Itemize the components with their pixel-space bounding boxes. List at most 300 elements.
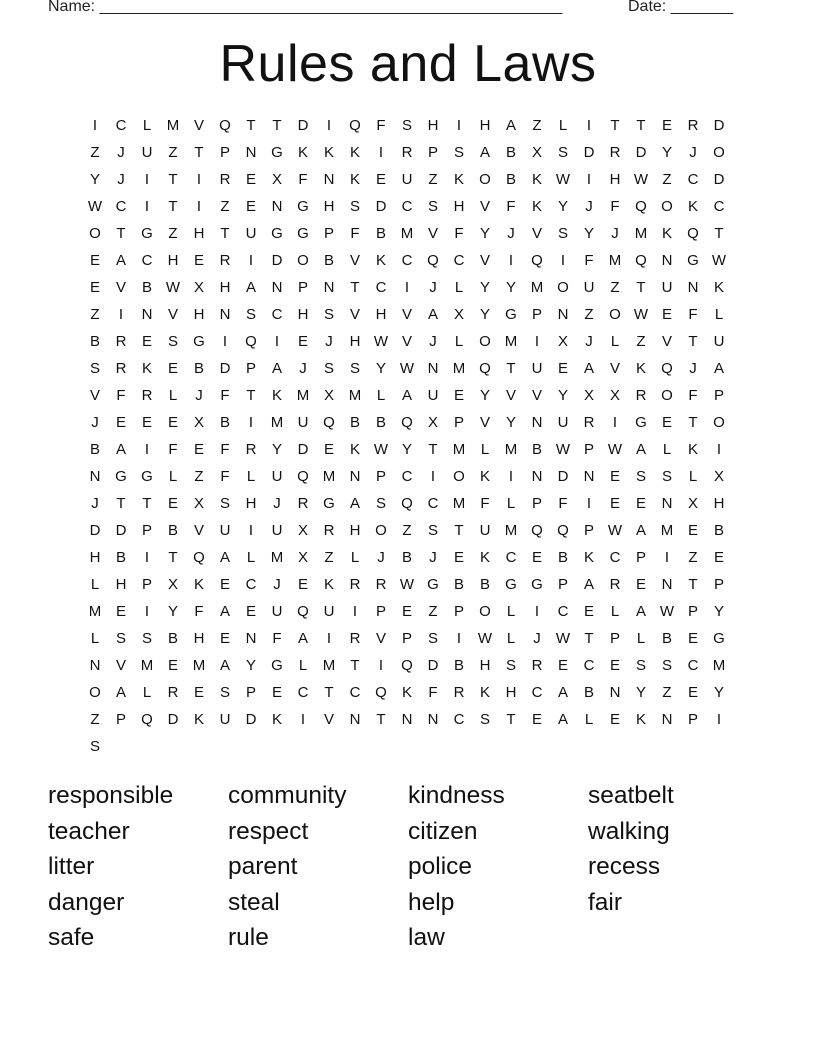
grid-letter: M: [400, 225, 414, 242]
grid-letter: Z: [90, 306, 100, 323]
grid-letter: L: [454, 279, 464, 296]
grid-letter: N: [271, 279, 283, 296]
grid-letter: T: [168, 549, 178, 566]
grid-letter: O: [557, 279, 569, 296]
grid-letter: A: [583, 576, 594, 593]
grid-letter: N: [349, 711, 361, 728]
grid-letter: O: [609, 306, 621, 323]
grid-letter: O: [297, 252, 309, 269]
grid-letter: I: [534, 603, 540, 620]
grid-letter: L: [142, 117, 152, 134]
grid-letter: V: [167, 306, 178, 323]
grid-letter: D: [635, 144, 647, 161]
grid-letter: P: [245, 360, 256, 377]
grid-letter: O: [89, 684, 101, 701]
grid-letter: L: [90, 630, 100, 647]
grid-letter: N: [687, 279, 699, 296]
grid-letter: E: [453, 387, 464, 404]
grid-letter: E: [219, 576, 230, 593]
grid-letter: U: [245, 225, 257, 242]
grid-letter: U: [219, 522, 231, 539]
grid-letter: H: [297, 306, 309, 323]
grid-letter: P: [115, 711, 126, 728]
grid-letter: A: [479, 144, 490, 161]
grid-letter: I: [508, 468, 514, 485]
word-bank-item: respect: [228, 817, 309, 845]
grid-letter: Y: [375, 360, 386, 377]
grid-letter: Q: [219, 117, 231, 134]
grid-letter: T: [324, 684, 334, 701]
grid-letter: U: [297, 414, 309, 431]
grid-letter: S: [349, 360, 360, 377]
grid-letter: H: [193, 225, 205, 242]
grid-letter: A: [271, 360, 282, 377]
grid-letter: L: [662, 441, 672, 458]
grid-letter: Q: [375, 684, 387, 701]
grid-letter: M: [270, 414, 284, 431]
grid-letter: A: [635, 522, 646, 539]
grid-letter: S: [427, 630, 438, 647]
grid-letter: Q: [531, 252, 543, 269]
grid-letter: S: [427, 198, 438, 215]
grid-letter: P: [453, 414, 464, 431]
grid-letter: S: [89, 738, 100, 755]
grid-letter: D: [297, 441, 309, 458]
grid-letter: W: [399, 576, 415, 593]
grid-letter: B: [167, 522, 178, 539]
grid-letter: M: [712, 657, 726, 674]
grid-letter: Z: [324, 549, 334, 566]
grid-letter: Y: [479, 306, 490, 323]
grid-letter: T: [142, 495, 152, 512]
grid-letter: J: [299, 360, 307, 377]
grid-letter: Z: [428, 603, 438, 620]
grid-letter: B: [505, 144, 516, 161]
grid-letter: R: [115, 333, 127, 350]
grid-letter: X: [297, 522, 308, 539]
grid-letter: P: [141, 522, 152, 539]
grid-letter: V: [479, 414, 490, 431]
grid-letter: H: [479, 657, 491, 674]
grid-letter: I: [144, 441, 150, 458]
grid-letter: X: [609, 387, 620, 404]
grid-letter: A: [505, 117, 516, 134]
grid-letter: R: [349, 576, 361, 593]
grid-letter: V: [401, 333, 412, 350]
grid-letter: Y: [635, 684, 646, 701]
grid-letter: M: [322, 468, 336, 485]
grid-letter: P: [141, 576, 152, 593]
grid-letter: A: [115, 441, 126, 458]
grid-letter: P: [713, 387, 724, 404]
grid-letter: K: [141, 360, 152, 377]
grid-letter: U: [271, 522, 283, 539]
grid-letter: I: [508, 252, 514, 269]
grid-letter: Y: [557, 387, 568, 404]
grid-letter: H: [193, 630, 205, 647]
grid-letter: Z: [688, 549, 698, 566]
grid-letter: I: [560, 252, 566, 269]
grid-letter: L: [376, 387, 386, 404]
grid-letter: S: [167, 333, 178, 350]
grid-letter: I: [378, 657, 384, 674]
grid-letter: L: [610, 333, 620, 350]
grid-letter: F: [194, 603, 204, 620]
grid-letter: M: [504, 441, 518, 458]
grid-letter: U: [141, 144, 153, 161]
grid-letter: D: [583, 144, 595, 161]
grid-letter: L: [480, 441, 490, 458]
grid-letter: E: [245, 603, 256, 620]
grid-letter: Y: [557, 198, 568, 215]
grid-letter: C: [687, 171, 699, 188]
grid-letter: S: [349, 198, 360, 215]
grid-letter: D: [271, 252, 283, 269]
grid-letter: I: [248, 252, 254, 269]
grid-letter: K: [531, 171, 542, 188]
grid-letter: P: [427, 144, 438, 161]
grid-letter: D: [115, 522, 127, 539]
grid-letter: Z: [662, 171, 672, 188]
grid-letter: N: [427, 360, 439, 377]
grid-letter: D: [297, 117, 309, 134]
word-bank-item: police: [408, 853, 473, 880]
grid-letter: O: [661, 198, 673, 215]
grid-letter: P: [297, 279, 308, 296]
grid-letter: Y: [661, 144, 672, 161]
grid-letter: I: [222, 333, 228, 350]
grid-letter: P: [583, 441, 594, 458]
grid-letter: N: [323, 171, 335, 188]
word-bank-item: teacher: [48, 817, 130, 845]
grid-letter: K: [713, 279, 724, 296]
grid-letter: S: [505, 657, 516, 674]
grid-letter: T: [610, 117, 620, 134]
grid-letter: L: [168, 468, 178, 485]
grid-letter: V: [349, 252, 360, 269]
word-bank-item: citizen: [408, 817, 478, 845]
grid-letter: T: [636, 279, 646, 296]
grid-letter: W: [555, 630, 571, 647]
grid-letter: B: [531, 441, 542, 458]
grid-letter: T: [246, 387, 256, 404]
grid-letter: S: [401, 117, 412, 134]
grid-letter: G: [531, 576, 543, 593]
grid-letter: J: [429, 279, 437, 296]
grid-letter: S: [661, 657, 672, 674]
grid-letter: G: [297, 225, 309, 242]
grid-letter: Z: [402, 522, 412, 539]
grid-letter: H: [193, 306, 205, 323]
grid-letter: B: [167, 630, 178, 647]
grid-letter: H: [375, 306, 387, 323]
grid-letter: M: [296, 387, 310, 404]
grid-letter: T: [350, 657, 360, 674]
grid-letter: F: [610, 198, 620, 215]
grid-letter: O: [479, 603, 491, 620]
grid-letter: F: [168, 441, 178, 458]
grid-letter: M: [322, 657, 336, 674]
grid-letter: N: [427, 711, 439, 728]
grid-letter: X: [167, 576, 178, 593]
grid-letter: N: [661, 495, 673, 512]
grid-letter: T: [220, 225, 230, 242]
grid-letter: M: [348, 387, 362, 404]
grid-letter: N: [661, 576, 673, 593]
grid-letter: E: [661, 414, 672, 431]
grid-letter: E: [609, 657, 620, 674]
grid-letter: Y: [505, 414, 516, 431]
grid-letter: F: [428, 684, 438, 701]
grid-letter: C: [245, 576, 257, 593]
grid-letter: D: [219, 360, 231, 377]
grid-letter: X: [297, 549, 308, 566]
grid-letter: E: [115, 414, 126, 431]
grid-letter: Z: [90, 144, 100, 161]
grid-letter: M: [504, 522, 518, 539]
grid-letter: P: [635, 549, 646, 566]
grid-letter: J: [689, 360, 697, 377]
grid-letter: Q: [635, 198, 647, 215]
grid-letter: M: [660, 522, 674, 539]
grid-letter: Z: [610, 279, 620, 296]
header-line: [48, 0, 756, 16]
grid-letter: Y: [713, 603, 724, 620]
grid-letter: D: [375, 198, 387, 215]
grid-letter: T: [506, 711, 516, 728]
grid-letter: V: [115, 657, 126, 674]
grid-letter: U: [583, 279, 595, 296]
grid-letter: O: [479, 171, 491, 188]
grid-letter: J: [429, 549, 437, 566]
word-bank-item: responsible: [48, 782, 174, 809]
grid-letter: T: [168, 198, 178, 215]
grid-letter: H: [427, 117, 439, 134]
grid-letter: P: [531, 495, 542, 512]
grid-letter: L: [350, 549, 360, 566]
grid-letter: F: [688, 387, 698, 404]
grid-letter: K: [479, 549, 490, 566]
grid-letter: A: [401, 387, 412, 404]
grid-letter: E: [531, 711, 542, 728]
grid-letter: K: [323, 144, 334, 161]
date-field-label: Date: _______: [628, 0, 733, 15]
grid-letter: I: [456, 630, 462, 647]
grid-letter: E: [609, 468, 620, 485]
grid-letter: Z: [532, 117, 542, 134]
grid-letter: L: [506, 630, 516, 647]
grid-letter: E: [167, 414, 178, 431]
grid-letter: O: [479, 333, 491, 350]
grid-letter: J: [325, 333, 333, 350]
grid-letter: Z: [168, 225, 178, 242]
grid-letter: S: [245, 306, 256, 323]
grid-letter: E: [193, 684, 204, 701]
grid-letter: S: [557, 144, 568, 161]
grid-letter: X: [583, 387, 594, 404]
grid-letter: X: [323, 387, 334, 404]
grid-letter: E: [635, 576, 646, 593]
word-bank-item: parent: [228, 853, 298, 880]
grid-letter: E: [219, 630, 230, 647]
grid-letter: S: [323, 306, 334, 323]
grid-letter: A: [115, 684, 126, 701]
grid-letter: C: [453, 711, 465, 728]
grid-letter: K: [271, 387, 282, 404]
grid-letter: Q: [427, 252, 439, 269]
grid-letter: M: [270, 549, 284, 566]
grid-letter: F: [376, 117, 386, 134]
grid-letter: Q: [401, 414, 413, 431]
grid-letter: I: [664, 549, 670, 566]
grid-letter: P: [401, 630, 412, 647]
grid-letter: A: [297, 630, 308, 647]
grid-letter: X: [271, 171, 282, 188]
grid-letter: V: [427, 225, 438, 242]
grid-letter: P: [557, 576, 568, 593]
grid-letter: S: [219, 684, 230, 701]
grid-letter: Q: [141, 711, 153, 728]
grid-letter: W: [555, 171, 571, 188]
grid-letter: K: [193, 576, 204, 593]
grid-letter: S: [661, 468, 672, 485]
grid-letter: M: [608, 252, 622, 269]
word-bank-item: community: [228, 782, 347, 809]
grid-letter: I: [118, 306, 124, 323]
grid-letter: H: [115, 576, 127, 593]
grid-letter: H: [505, 684, 517, 701]
grid-letter: H: [323, 198, 335, 215]
grid-letter: C: [401, 198, 413, 215]
grid-letter: G: [115, 468, 127, 485]
word-bank-item: recess: [588, 853, 661, 880]
grid-letter: X: [557, 333, 568, 350]
grid-letter: T: [688, 414, 698, 431]
grid-letter: E: [323, 441, 334, 458]
grid-letter: B: [453, 576, 464, 593]
grid-letter: J: [507, 225, 515, 242]
grid-letter: D: [713, 117, 725, 134]
grid-letter: X: [193, 279, 204, 296]
grid-letter: N: [583, 468, 595, 485]
grid-letter: N: [219, 306, 231, 323]
grid-letter: V: [115, 279, 126, 296]
grid-letter: J: [585, 333, 593, 350]
grid-letter: W: [87, 198, 103, 215]
grid-letter: N: [557, 306, 569, 323]
grid-letter: E: [375, 171, 386, 188]
grid-letter: C: [141, 252, 153, 269]
grid-letter: L: [246, 549, 256, 566]
grid-letter: S: [479, 711, 490, 728]
grid-letter: I: [456, 117, 462, 134]
grid-letter: H: [453, 198, 465, 215]
grid-letter: G: [323, 495, 335, 512]
grid-letter: K: [583, 549, 594, 566]
grid-letter: T: [272, 117, 282, 134]
grid-letter: N: [89, 657, 101, 674]
grid-letter: I: [248, 414, 254, 431]
grid-letter: C: [297, 684, 309, 701]
grid-letter: T: [194, 144, 204, 161]
grid-letter: I: [612, 414, 618, 431]
grid-letter: X: [531, 144, 542, 161]
grid-letter: T: [350, 279, 360, 296]
grid-letter: A: [713, 360, 724, 377]
grid-letter: O: [453, 468, 465, 485]
grid-letter: M: [530, 279, 544, 296]
grid-letter: Q: [557, 522, 569, 539]
grid-letter: A: [115, 252, 126, 269]
grid-letter: R: [687, 117, 699, 134]
grid-letter: X: [713, 468, 724, 485]
grid-letter: A: [635, 603, 646, 620]
grid-letter: W: [373, 441, 389, 458]
grid-letter: G: [297, 198, 309, 215]
grid-letter: X: [687, 495, 698, 512]
grid-letter: I: [144, 549, 150, 566]
word-bank-item: danger: [48, 888, 125, 916]
grid-letter: B: [479, 576, 490, 593]
grid-letter: E: [141, 414, 152, 431]
grid-letter: F: [584, 252, 594, 269]
word-bank-item: kindness: [408, 782, 505, 809]
grid-letter: H: [89, 549, 101, 566]
grid-letter: V: [323, 711, 334, 728]
grid-letter: U: [661, 279, 673, 296]
grid-letter: Y: [401, 441, 412, 458]
grid-letter: Y: [479, 279, 490, 296]
grid-letter: Q: [687, 225, 699, 242]
grid-letter: J: [377, 549, 385, 566]
grid-letter: C: [401, 252, 413, 269]
grid-letter: L: [584, 711, 594, 728]
grid-letter: P: [323, 225, 334, 242]
grid-letter: C: [609, 549, 621, 566]
grid-letter: U: [271, 603, 283, 620]
grid-letter: L: [558, 117, 568, 134]
grid-letter: Y: [583, 225, 594, 242]
grid-letter: E: [167, 360, 178, 377]
grid-letter: O: [661, 387, 673, 404]
grid-letter: S: [115, 630, 126, 647]
grid-letter: G: [141, 225, 153, 242]
grid-letter: Q: [297, 468, 309, 485]
grid-letter: X: [193, 495, 204, 512]
grid-letter: U: [323, 603, 335, 620]
grid-letter: A: [635, 441, 646, 458]
grid-letter: B: [193, 360, 204, 377]
grid-letter: T: [428, 441, 438, 458]
grid-letter: G: [141, 468, 153, 485]
grid-letter: N: [245, 144, 257, 161]
grid-letter: E: [557, 657, 568, 674]
grid-letter: E: [167, 495, 178, 512]
grid-letter: B: [141, 279, 152, 296]
grid-letter: F: [480, 495, 490, 512]
grid-letter: C: [115, 198, 127, 215]
grid-letter: F: [116, 387, 126, 404]
grid-letter: Q: [531, 522, 543, 539]
grid-letter: Z: [428, 171, 438, 188]
grid-letter: G: [687, 252, 699, 269]
grid-letter: Z: [90, 711, 100, 728]
grid-letter: E: [245, 171, 256, 188]
grid-letter: R: [323, 522, 335, 539]
grid-letter: S: [89, 360, 100, 377]
grid-letter: B: [219, 414, 230, 431]
grid-letter: Q: [401, 495, 413, 512]
